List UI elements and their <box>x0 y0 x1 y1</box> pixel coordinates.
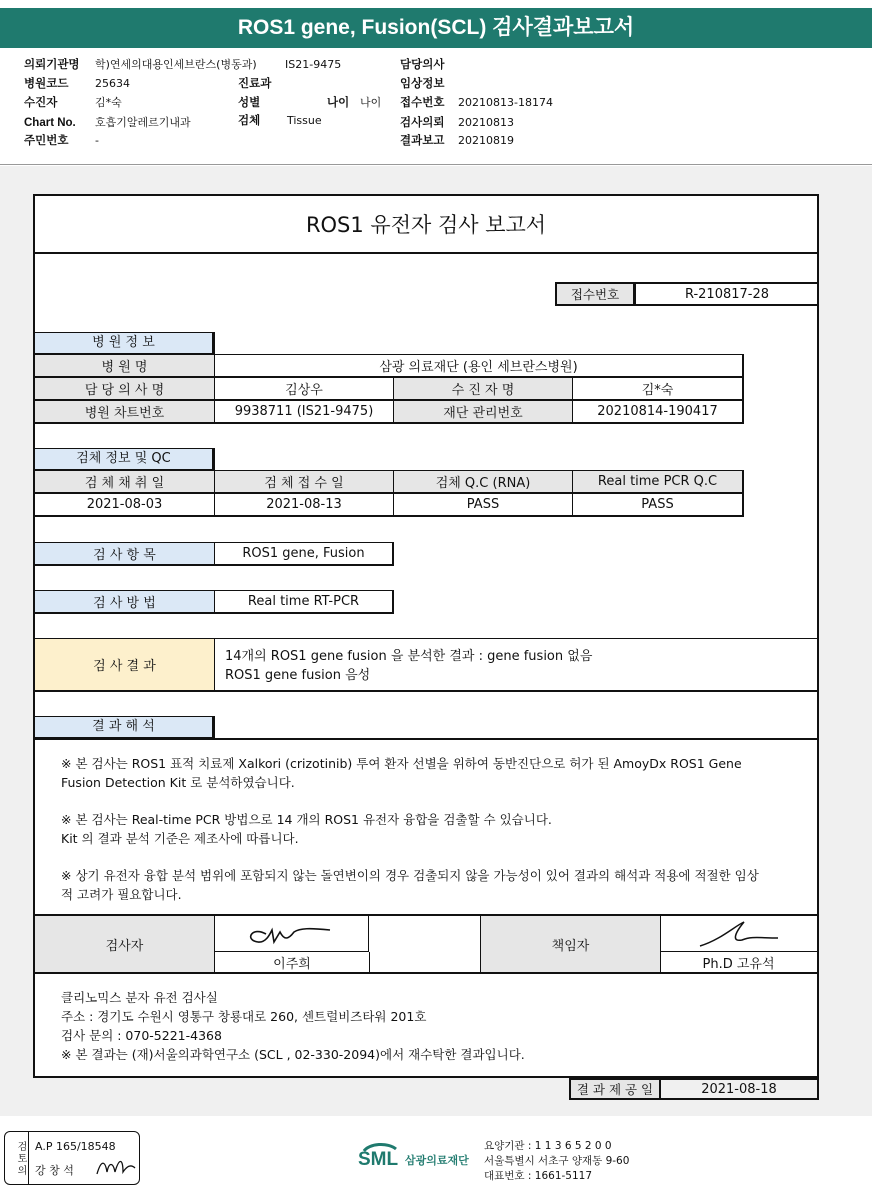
lab-name: 클리노믹스 분자 유전 검사실 <box>61 990 218 1005</box>
examiner-label: 검사자 <box>35 916 215 974</box>
doctor-label: 담당의사 <box>400 59 445 71</box>
col-qc-rna: 검체 Q.C (RNA) <box>393 470 573 493</box>
institution-value: 학)연세의대용인세브란스(병동과) <box>95 58 257 71</box>
resident-label: 주민번호 <box>24 135 69 147</box>
clinical-label: 임상정보 <box>400 78 445 90</box>
interp-p3-line1: ※ 상기 유전자 융합 분석 범위에 포함되지 않는 돌연변이의 경우 검출되지 않을 가능성이 있어 결과의 해석과 적용에 적절한 임상 <box>61 868 759 883</box>
qc-pcr-value: PASS <box>572 493 744 517</box>
hospital-name-value: 삼광 의료재단 (용인 세브란스병원) <box>214 354 744 377</box>
provide-date-label: 결 과 제 공 일 <box>569 1078 661 1100</box>
sml-logo <box>358 1141 402 1181</box>
hospital-code-label: 병원코드 <box>24 78 69 90</box>
foundation-line1: 요양기관 : 1 1 3 6 5 2 0 0 <box>484 1140 612 1152</box>
interp-p1-line1: ※ 본 검사는 ROS1 표적 치료제 Xalkori (crizotinib) 투여 환자 선별을 위하여 동반진단으로 허가 된 AmoyDx ROS1 Gene <box>61 756 742 771</box>
foundation-no-label: 재단 관리번호 <box>393 400 573 424</box>
examiner-signature <box>214 916 369 952</box>
responsible-label: 책임자 <box>481 916 661 974</box>
collect-date-value: 2021-08-03 <box>35 493 215 517</box>
stamp-column-label: 검토의 <box>5 1132 29 1184</box>
stamp-signature <box>93 1154 137 1180</box>
doctor-name-label: 담 당 의 사 명 <box>35 377 215 400</box>
patient-name-label: 수 진 자 명 <box>393 377 573 400</box>
order-info-header <box>0 55 872 165</box>
stamp-line1: A.P 165/18548 <box>35 1140 116 1153</box>
lab-address: 주소 : 경기도 수원시 영통구 창룡대로 260, 센트럴비즈타워 201호 <box>61 1009 427 1024</box>
qc-rna-value: PASS <box>393 493 573 517</box>
examiner-name: 이주희 <box>214 952 370 974</box>
specimen-label: 검체 <box>238 115 261 127</box>
resident-value: - <box>95 134 99 147</box>
foundation-line2: 서울특별시 서초구 양재동 9-60 <box>484 1155 630 1167</box>
result-label: 결과보고 <box>400 135 445 147</box>
age-value: 나이 <box>360 96 382 109</box>
chart-no-label: 병원 차트번호 <box>35 400 215 424</box>
lab-contact: 검사 문의 : 070-5221-4368 <box>61 1028 222 1043</box>
request-label: 검사의뢰 <box>400 117 445 129</box>
interp-paragraph-2 <box>61 810 552 848</box>
col-receive-date: 검 체 접 수 일 <box>214 470 394 493</box>
chart-value: 호흡기알레르기내과 <box>95 116 191 129</box>
interp-paragraph-1 <box>61 754 742 792</box>
stamp-line2: 강 창 석 <box>35 1164 74 1177</box>
test-item-value: ROS1 gene, Fusion <box>214 542 394 566</box>
review-stamp <box>4 1131 140 1185</box>
interp-p1-line2: Fusion Detection Kit 로 분석하였습니다. <box>61 775 295 790</box>
foundation-line3: 대표번호 : 1661-5117 <box>484 1170 593 1182</box>
top-margin <box>0 0 872 8</box>
test-result-line1: 14개의 ROS1 gene fusion 을 분석한 결과 : gene fusion 없음 <box>225 649 593 664</box>
test-result-line2: ROS1 gene fusion 음성 <box>225 668 371 683</box>
result-value: 20210819 <box>458 134 514 147</box>
institution-code: IS21-9475 <box>285 58 342 71</box>
document-title: ROS1 gene, Fusion(SCL) 검사결과보고서 <box>0 8 872 48</box>
institution-label: 의뢰기관명 <box>24 59 80 71</box>
hospital-code-value: 25634 <box>95 77 130 90</box>
interp-p2-line1: ※ 본 검사는 Real-time PCR 방법으로 14 개의 ROS1 유전자 융합을 검출할 수 있습니다. <box>61 812 552 827</box>
lab-info <box>61 988 525 1064</box>
test-method-value: Real time RT-PCR <box>214 590 394 614</box>
receipt-value: 20210813-18174 <box>458 96 553 109</box>
responsible-signature <box>660 916 817 952</box>
interp-paragraph-3 <box>61 866 759 904</box>
sex-label: 성별 <box>238 97 261 109</box>
report-sheet <box>33 194 819 1078</box>
patient-name-value: 김*숙 <box>572 377 744 400</box>
foundation-name: 삼광의료재단 <box>405 1154 469 1167</box>
interp-p2-line2: Kit 의 결과 분석 기준은 제조사에 따릅니다. <box>61 831 299 846</box>
receipt-no-value: R-210817-28 <box>634 282 818 306</box>
chart-label: Chart No. <box>24 117 76 129</box>
interp-divider <box>35 738 817 740</box>
col-collect-date: 검 체 채 취 일 <box>35 470 215 493</box>
interp-section-header: 결 과 해 석 <box>35 716 215 738</box>
receipt-no-label: 접수번호 <box>555 282 635 306</box>
receive-date-value: 2021-08-13 <box>214 493 394 517</box>
test-method-label: 검 사 방 법 <box>35 590 215 614</box>
col-qc-pcr: Real time PCR Q.C <box>572 470 744 493</box>
doctor-name-value: 김상우 <box>214 377 394 400</box>
interp-p3-line2: 적 고려가 필요합니다. <box>61 887 182 902</box>
foundation-no-value: 20210814-190417 <box>572 400 744 424</box>
patient-label: 수진자 <box>24 97 58 109</box>
specimen-value: Tissue <box>287 114 322 127</box>
patient-value: 김*숙 <box>95 96 122 109</box>
test-item-label: 검 사 항 목 <box>35 542 215 566</box>
signature-spacer <box>369 916 481 974</box>
request-value: 20210813 <box>458 116 514 129</box>
provide-date-value: 2021-08-18 <box>659 1078 819 1100</box>
test-result-box <box>214 638 817 692</box>
foundation-contact <box>484 1139 629 1184</box>
receipt-label: 접수번호 <box>400 97 445 109</box>
age-label: 나이 <box>327 97 350 109</box>
specimen-section-header: 검체 정보 및 QC <box>35 448 215 470</box>
sml-logo-text: SML <box>358 1149 399 1170</box>
hospital-section-header: 병 원 정 보 <box>35 332 215 354</box>
responsible-name: Ph.D 고유석 <box>660 952 817 974</box>
lab-note: ※ 본 결과는 (재)서울의과학연구소 (SCL , 02-330-2094)에서 재수탁한 결과입니다. <box>61 1047 525 1062</box>
report-title: ROS1 유전자 검사 보고서 <box>35 196 817 254</box>
chart-no-value: 9938711 (IS21-9475) <box>214 400 394 424</box>
hospital-name-label: 병 원 명 <box>35 354 215 377</box>
test-result-label: 검 사 결 과 <box>35 638 215 692</box>
dept-label: 진료과 <box>238 78 272 90</box>
